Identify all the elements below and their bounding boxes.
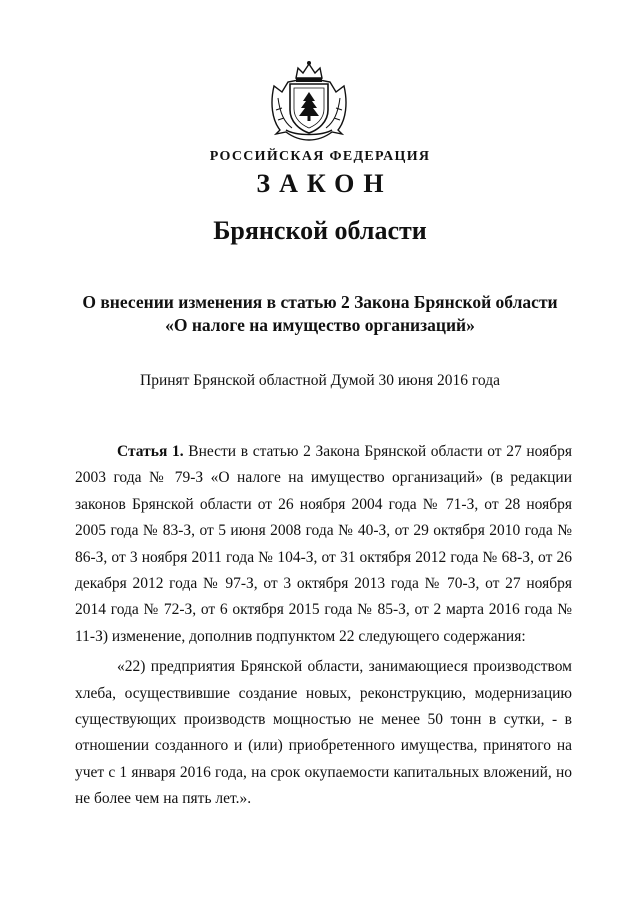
document-type: ЗАКОН: [256, 169, 393, 198]
law-title-line-1: О внесении изменения в статью 2 Закона Брянской области: [82, 292, 558, 312]
article-label: Статья 1.: [117, 443, 184, 460]
quoted-amendment: «22) предприятия Брянской области, занимающиеся производством хлеба, осуществившие создание новых, реконструкцию, модернизацию существующих производств мощностью не менее 50 тонн в сутки, - в отношении созданного и (или) приобретенного имущества, принятого на учет с 1 января 2016 года, на срок окупаемости капитальных вложений, но не более чем на пять лет.».: [75, 658, 572, 808]
article-text: Внести в статью 2 Закона Брянской области от 27 ноября 2003 года № 79-З «О налоге на имущество организаций» (в редакции законов Брянской области от 26 ноября 2004 года № 71-З, от 28 ноября 2005 года № 83-З, от 5 июня 2008 года № 40-З, от 29 октября 2010 года № 86-З, от 3 ноября 2011 года № 104-З, от 31 октября 2012 года № 68-З, от 26 декабря 2012 года № 97-З, от 3 октября 2013 года № 70-З, от 27 ноября 2014 года № 72-З, от 6 октября 2015 года № 85-З, от 2 марта 2016 года № 11-З) изменение, дополнив подпунктом 22 следующего содержания:: [75, 443, 572, 645]
coat-of-arms-icon: [266, 58, 352, 142]
law-title: [0, 291, 640, 337]
law-title-line-2: «О налоге на имущество организаций»: [165, 315, 475, 335]
article-paragraph: [75, 439, 572, 650]
law-body: [75, 439, 572, 813]
adoption-note: Принят Брянской областной Думой 30 июня 2016 года: [140, 372, 500, 389]
region-name: Брянской области: [213, 216, 427, 245]
country-name: РОССИЙСКАЯ ФЕДЕРАЦИЯ: [209, 149, 431, 164]
